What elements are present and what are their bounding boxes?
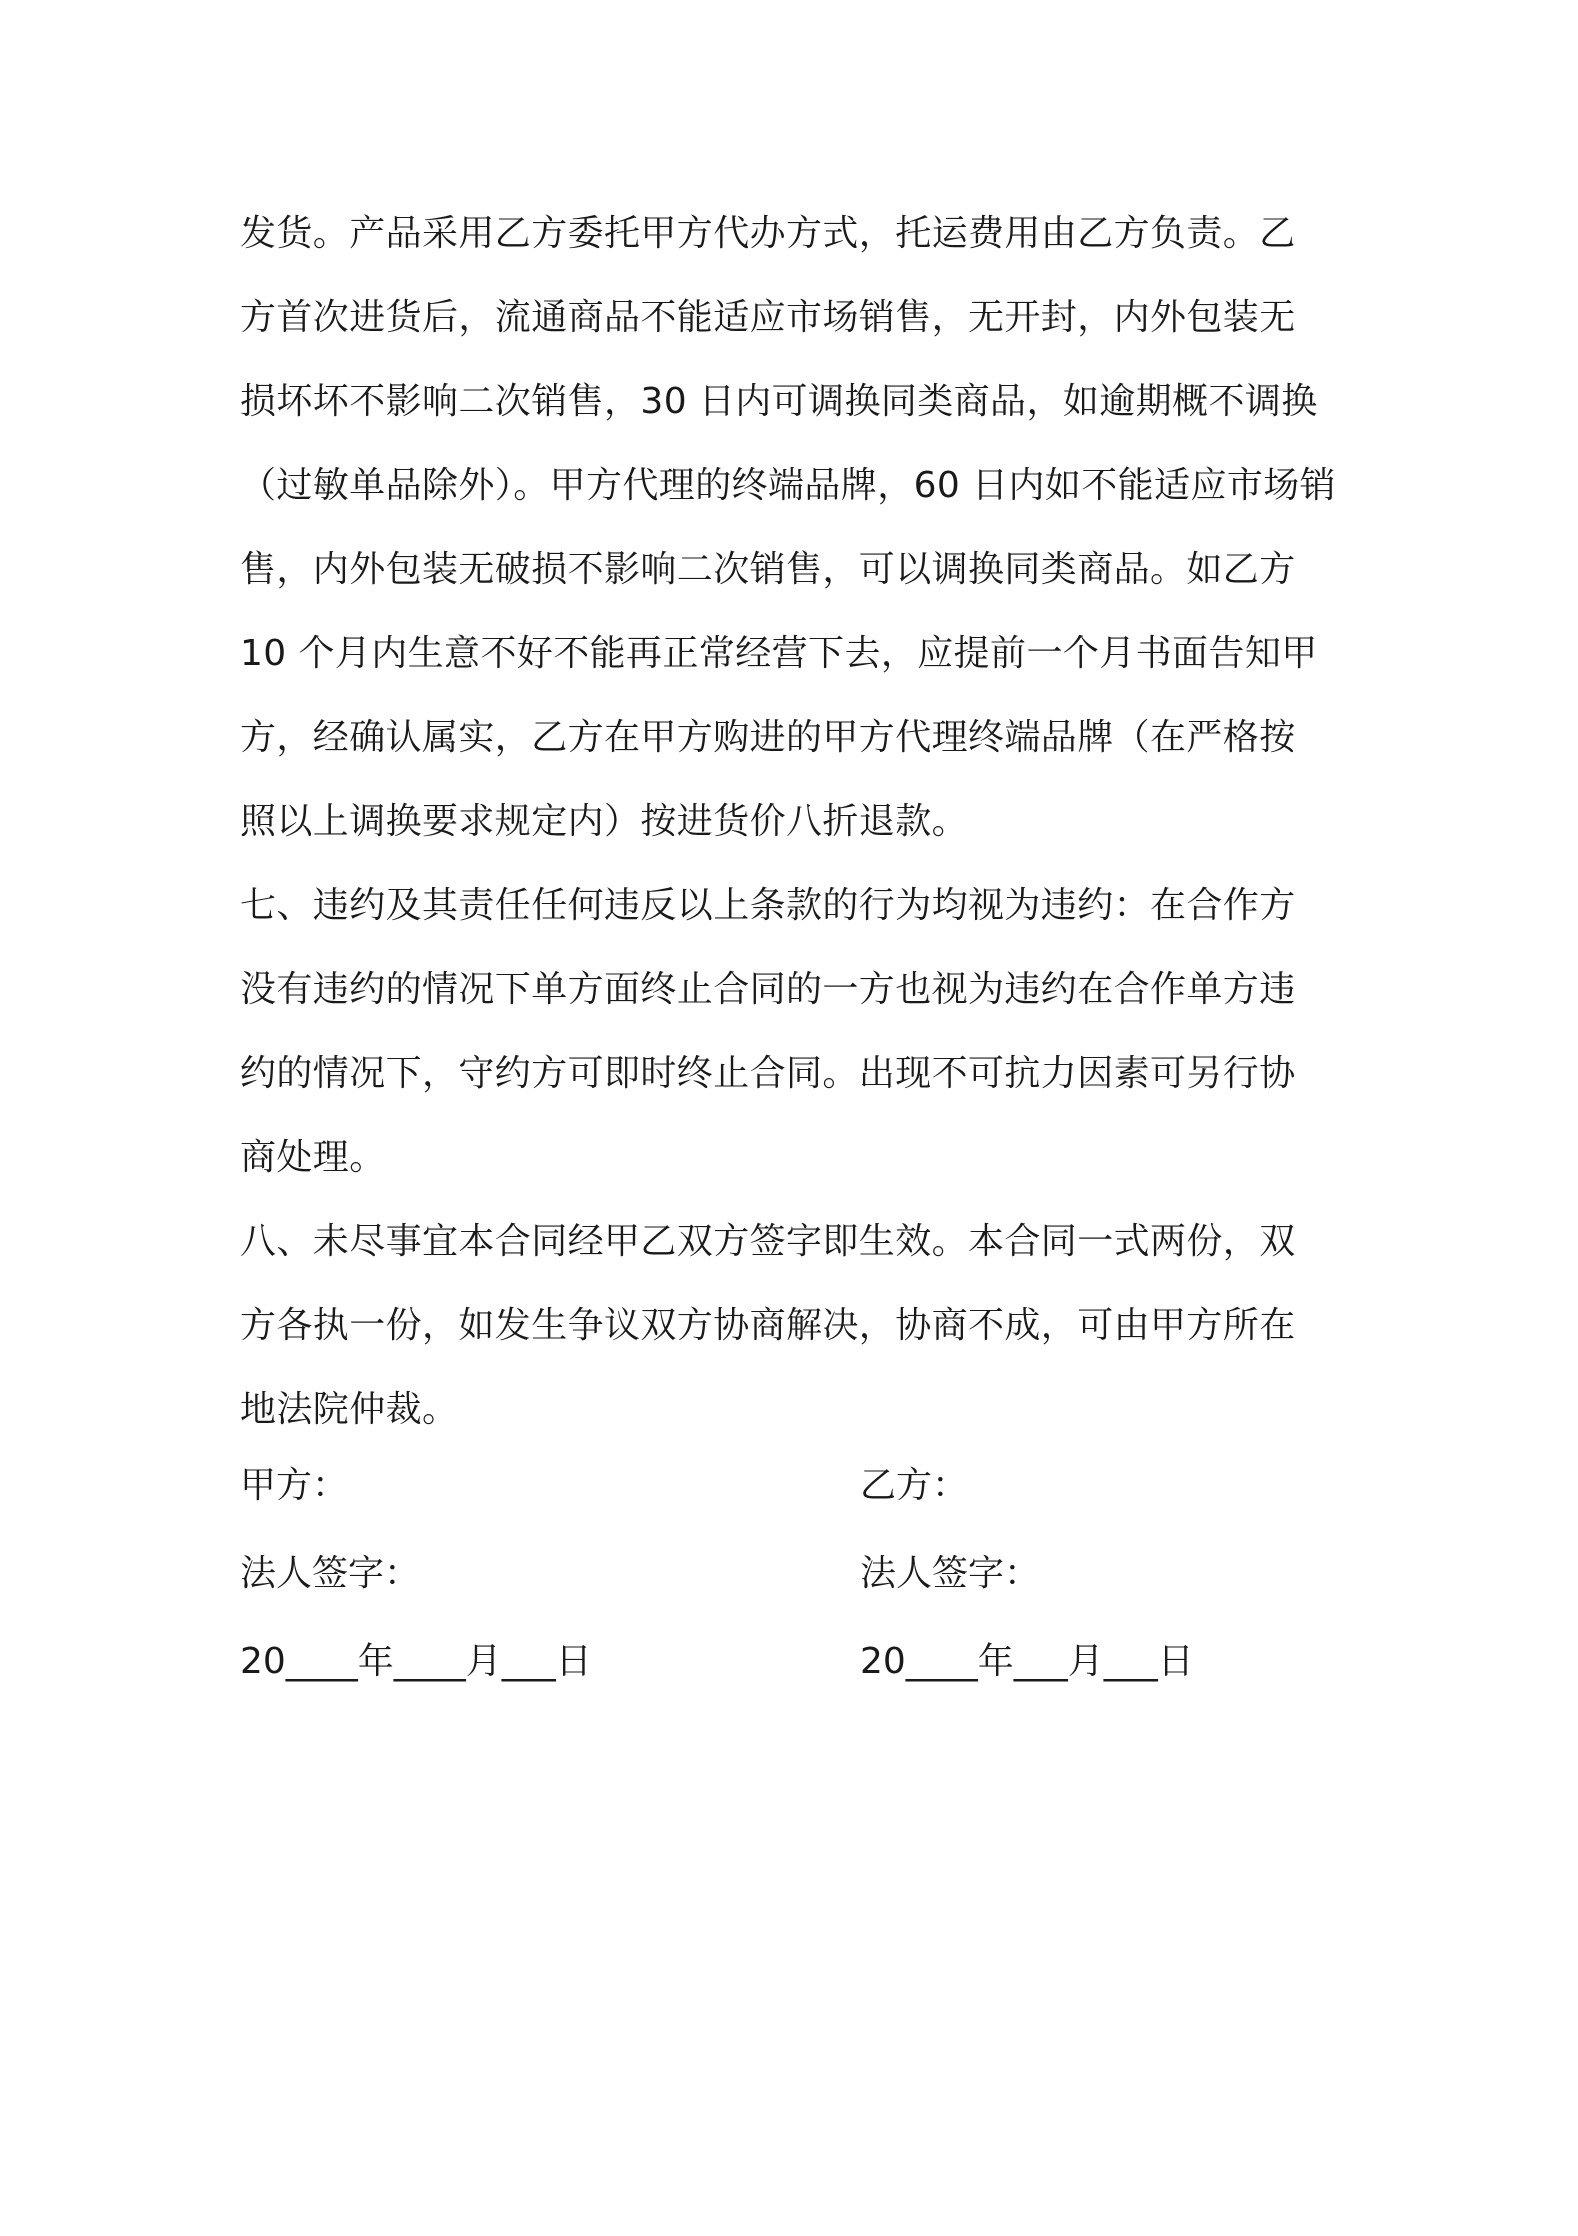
body-line: 10 个月内生意不好不能再正常经营下去，应提前一个月书面告知甲 [240, 633, 1318, 674]
signature-section [240, 1442, 1350, 1706]
clause-8-line: 地法院仲裁。 [240, 1389, 459, 1430]
body-line: 发货。产品采用乙方委托甲方代办方式，托运费用由乙方负责。乙 [240, 213, 1296, 254]
party-b-legal-sign-label: 法人签字： [860, 1553, 1041, 1594]
contract-body [240, 192, 1350, 1452]
clause-7-line: 七、违约及其责任任何违反以上条款的行为均视为违约：在合作方 [240, 885, 1296, 926]
clause-8-line: 方各执一份，如发生争议双方协商解决，协商不成，可由甲方所在 [240, 1305, 1296, 1346]
party-b-label: 乙方： [860, 1465, 969, 1506]
party-b-date: 20____年___月___日 [860, 1641, 1194, 1682]
body-line: 照以上调换要求规定内）按进货价八折退款。 [240, 801, 969, 842]
party-a-label: 甲方： [240, 1465, 349, 1506]
clause-8-line: 八、未尽事宜本合同经甲乙双方签字即生效。本合同一式两份，双 [240, 1221, 1296, 1262]
date-row [240, 1618, 1350, 1706]
body-line: （过敏单品除外）。甲方代理的终端品牌，60 日内如不能适应市场销 [240, 465, 1337, 506]
party-a-date: 20____年____月___日 [240, 1641, 592, 1682]
body-line: 售，内外包装无破损不影响二次销售，可以调换同类商品。如乙方 [240, 549, 1296, 590]
body-line: 方首次进货后，流通商品不能适应市场销售，无开封，内外包装无 [240, 297, 1296, 338]
legal-sign-row [240, 1530, 1350, 1618]
party-a-legal-sign-label: 法人签字： [240, 1553, 421, 1594]
clause-7-line: 商处理。 [240, 1137, 386, 1178]
clause-7-line: 没有违约的情况下单方面终止合同的一方也视为违约在合作单方违 [240, 969, 1296, 1010]
body-line: 损坏坏不影响二次销售，30 日内可调换同类商品，如逾期概不调换 [240, 381, 1318, 422]
party-row [240, 1442, 1350, 1530]
body-line: 方，经确认属实，乙方在甲方购进的甲方代理终端品牌（在严格按 [240, 717, 1296, 758]
clause-7-line: 约的情况下，守约方可即时终止合同。出现不可抗力因素可另行协 [240, 1053, 1296, 1094]
